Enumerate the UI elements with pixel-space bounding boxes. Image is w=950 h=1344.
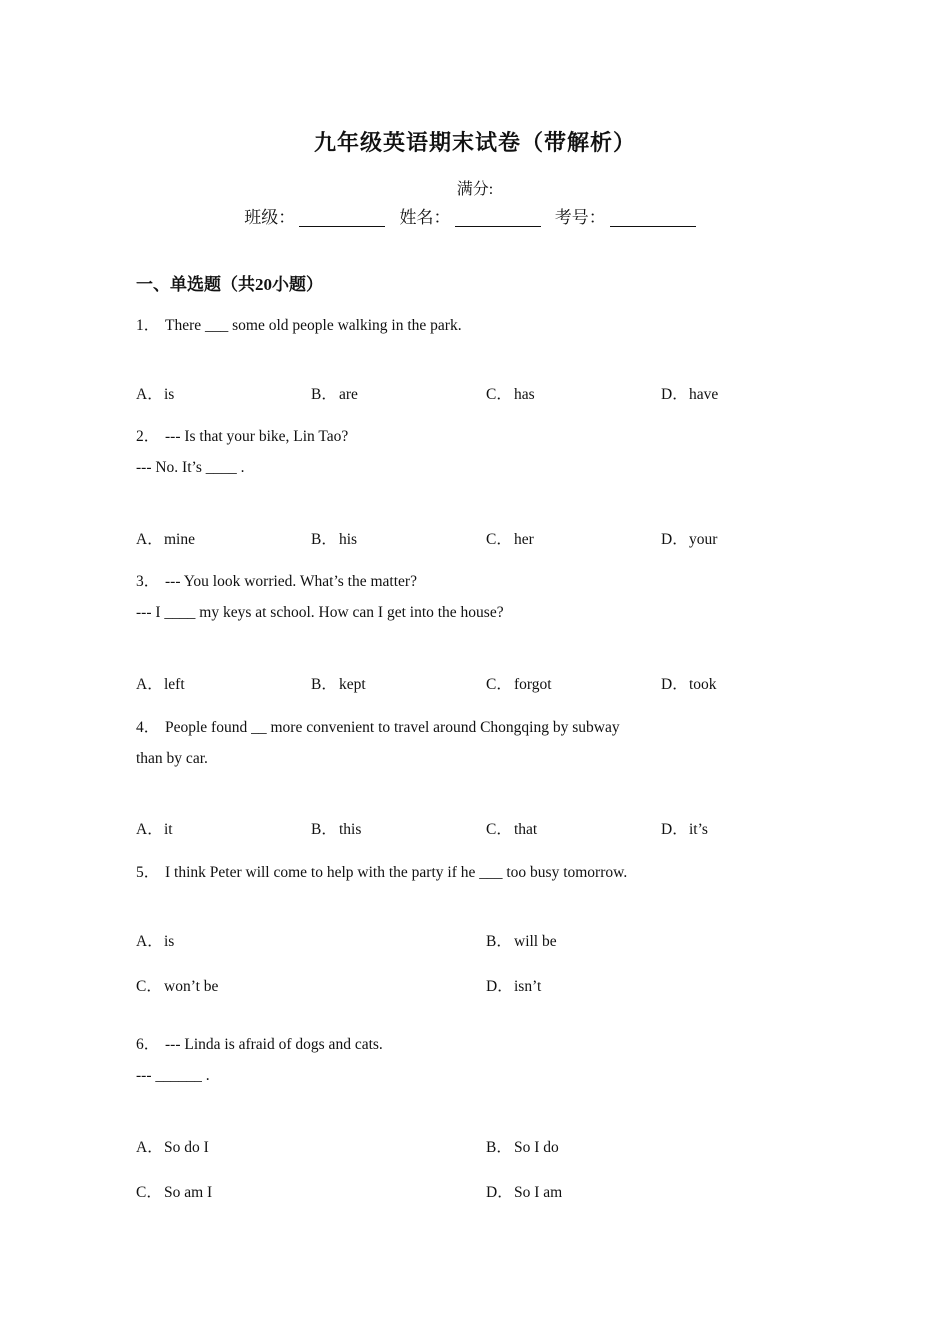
question-text: I think Peter will come to help with the party if he ___ too busy tomorrow. xyxy=(165,864,628,881)
option-c: C． won’t be xyxy=(136,978,219,995)
option-a: A．is xyxy=(136,386,175,403)
option-b: B． So I do xyxy=(486,1139,559,1156)
option-c: C． So am I xyxy=(136,1184,213,1201)
question-5-stem xyxy=(136,860,627,882)
option-d: D．isn’t xyxy=(486,978,542,995)
option-d: D．have xyxy=(661,386,719,403)
option-a: A．mine xyxy=(136,531,195,548)
question-number: 5． xyxy=(136,864,160,881)
question-3-line-2: --- I ____ my keys at school. How can I get into the house? xyxy=(136,604,504,621)
question-4-line-2: than by car. xyxy=(136,750,208,767)
class-blank xyxy=(299,208,385,227)
option-b: B． his xyxy=(311,531,358,548)
option-a: A．left xyxy=(136,676,185,693)
question-text: --- Linda is afraid of dogs and cats. xyxy=(165,1036,383,1053)
exam-no-blank xyxy=(610,208,696,227)
question-6-line-2: --- ______ . xyxy=(136,1067,210,1084)
question-number: 6． xyxy=(136,1036,160,1053)
question-number: 3． xyxy=(136,573,160,590)
option-b: B． this xyxy=(311,821,362,838)
question-4-stem xyxy=(136,715,620,737)
question-6-stem xyxy=(136,1032,383,1054)
question-text: People found __ more convenient to travel around Chongqing by subway xyxy=(165,719,620,736)
option-a: A．So do I xyxy=(136,1139,209,1156)
option-d: D．So I am xyxy=(486,1184,563,1201)
option-c: C． that xyxy=(486,821,538,838)
question-2-stem xyxy=(136,424,348,446)
student-info-line xyxy=(0,203,950,228)
question-2-line-2: --- No. It’s ____ . xyxy=(136,459,245,476)
question-text: There ___ some old people walking in the park. xyxy=(165,317,462,334)
option-d: D．your xyxy=(661,531,718,548)
option-c: C． has xyxy=(486,386,535,403)
score-label: 满分: xyxy=(456,181,494,198)
section-title: 一、单选题（共20小题） xyxy=(136,275,323,294)
option-c: C． her xyxy=(486,531,534,548)
question-number: 1． xyxy=(136,317,160,334)
class-label: 班级： xyxy=(244,208,296,227)
question-number: 2． xyxy=(136,428,160,445)
question-1-stem xyxy=(136,313,462,335)
option-b: B． are xyxy=(311,386,358,403)
exam-no-label: 考号： xyxy=(554,208,606,227)
question-number: 4． xyxy=(136,719,160,736)
option-d: D．it’s xyxy=(661,821,708,838)
option-a: A．it xyxy=(136,821,173,838)
option-b: B． kept xyxy=(311,676,366,693)
option-d: D．took xyxy=(661,676,717,693)
option-a: A．is xyxy=(136,933,175,950)
question-text: --- Is that your bike, Lin Tao? xyxy=(165,428,349,445)
page-title: 九年级英语期末试卷（带解析） xyxy=(313,130,636,155)
question-3-stem xyxy=(136,569,417,591)
option-c: C． forgot xyxy=(486,676,552,693)
option-b: B． will be xyxy=(486,933,557,950)
name-label: 姓名： xyxy=(399,208,451,227)
question-text: --- You look worried. What’s the matter? xyxy=(165,573,417,590)
name-blank xyxy=(455,208,541,227)
